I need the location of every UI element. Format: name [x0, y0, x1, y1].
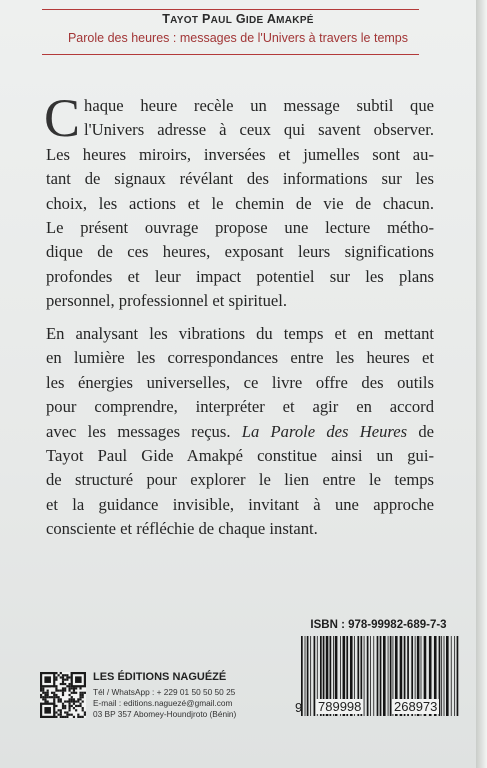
qr-module [60, 683, 62, 685]
qr-module [79, 705, 81, 707]
author-initial: P [202, 12, 211, 26]
barcode-bar [451, 636, 452, 716]
qr-module [64, 700, 66, 702]
author-initial: A [266, 12, 277, 26]
qr-module [62, 690, 64, 692]
qr-module [75, 692, 77, 694]
qr-module [55, 687, 57, 689]
text-line [46, 420, 434, 444]
text-line: tant de signaux révélant des informations sur les [46, 169, 434, 189]
qr-module [55, 676, 57, 678]
qr-module [68, 709, 70, 711]
qr-module [68, 685, 70, 687]
qr-module [66, 716, 68, 718]
text-fragment: avec les messages reçus. [46, 421, 231, 441]
qr-module [77, 705, 79, 707]
qr-module [44, 694, 46, 696]
qr-module [44, 698, 46, 700]
qr-finder [44, 676, 51, 683]
qr-module [73, 700, 75, 702]
qr-module [82, 694, 84, 696]
qr-module [58, 698, 60, 700]
qr-module [73, 690, 75, 692]
qr-module [66, 714, 68, 716]
qr-module [58, 709, 60, 711]
qr-module [42, 696, 44, 698]
barcode-bar [383, 636, 386, 716]
qr-module [62, 716, 64, 718]
qr-module [62, 683, 64, 685]
qr-module [77, 700, 79, 702]
qr-module [58, 696, 60, 698]
qr-module [49, 696, 51, 698]
text-line: les énergies universelles, ce livre offre des outils [46, 372, 434, 392]
qr-module [60, 700, 62, 702]
author-smallcaps: IDE [245, 15, 264, 26]
qr-module [40, 696, 42, 698]
qr-module [60, 709, 62, 711]
qr-module [47, 690, 49, 692]
qr-module [53, 692, 55, 694]
text-fragment: de [407, 421, 434, 441]
book-title-italic: La Parole des Heures [241, 421, 408, 441]
qr-module [71, 696, 73, 698]
barcode-bar [380, 636, 382, 716]
qr-module [71, 698, 73, 700]
qr-module [58, 690, 60, 692]
barcode-bar [454, 636, 455, 716]
text-line: dique de ces heures, exposant leurs significations [46, 242, 434, 262]
drop-cap: C [44, 88, 81, 148]
qr-module [73, 698, 75, 700]
qr-module [66, 711, 68, 713]
text-line: haque heure recèle un message subtil que [84, 96, 434, 115]
qr-module [73, 707, 75, 709]
qr-module [82, 692, 84, 694]
qr-module [40, 694, 42, 696]
qr-module [58, 674, 60, 676]
text-line: pour comprendre, interpréter et agir en accord [46, 397, 434, 417]
qr-module [51, 696, 53, 698]
qr-module [77, 716, 79, 718]
barcode-bar [441, 636, 442, 716]
qr-module [62, 681, 64, 683]
qr-module [60, 698, 62, 700]
barcode-bar [388, 636, 389, 716]
barcode-bar [444, 636, 445, 716]
qr-module [82, 707, 84, 709]
barcode-bar [457, 636, 459, 716]
qr-module [79, 687, 81, 689]
qr-module [53, 698, 55, 700]
paragraph-1 [44, 88, 434, 314]
qr-module [60, 714, 62, 716]
qr-module [55, 711, 57, 713]
qr-module [60, 716, 62, 718]
text-line: l'Univers adresse à ceux qui savent observer. [84, 120, 434, 140]
barcode-bar [446, 636, 449, 716]
qr-module [60, 672, 62, 674]
qr-module [55, 696, 57, 698]
qr-module [55, 716, 57, 718]
qr-module [71, 705, 73, 707]
qr-module [42, 692, 44, 694]
qr-module [73, 703, 75, 705]
qr-module [75, 687, 77, 689]
qr-module [79, 698, 81, 700]
qr-module [71, 687, 73, 689]
text-line: En analysant les vibrations du temps et en mettant [46, 324, 434, 343]
qr-module [79, 694, 81, 696]
qr-module [84, 692, 86, 694]
qr-module [77, 714, 79, 716]
qr-code-icon [40, 672, 86, 718]
qr-module [68, 698, 70, 700]
text-line: en lumière les correspondances entre les heures et [46, 348, 434, 368]
qr-module [62, 676, 64, 678]
barcode-bar [377, 636, 379, 716]
qr-module [79, 696, 81, 698]
author-initial: G [235, 12, 246, 26]
qr-module [51, 692, 53, 694]
qr-module [66, 679, 68, 681]
qr-module [77, 698, 79, 700]
author-smallcaps: AYOT [170, 15, 199, 26]
qr-module [68, 694, 70, 696]
qr-module [64, 711, 66, 713]
qr-module [68, 690, 70, 692]
barcode-digits-right: 268973 [394, 699, 438, 714]
text-line: consciente et réfléchie de chaque instant. [46, 519, 318, 539]
qr-module [40, 687, 42, 689]
qr-module [44, 696, 46, 698]
qr-module [62, 674, 64, 676]
qr-module [68, 700, 70, 702]
qr-module [55, 690, 57, 692]
qr-module [82, 716, 84, 718]
author-smallcaps: MAKPÉ [276, 15, 314, 26]
qr-module [68, 703, 70, 705]
qr-finder [44, 707, 51, 714]
text-line: choix, les actions et le chemin de vie de chacun. [46, 193, 434, 213]
text-line: Les heures miroirs, inversées et jumelles sont au- [46, 144, 434, 164]
text-line: Tayot Paul Gide Amakpé constitue ainsi un gui- [46, 446, 434, 466]
barcode-bar [305, 636, 306, 716]
qr-module [60, 676, 62, 678]
qr-module [84, 714, 86, 716]
qr-module [68, 707, 70, 709]
qr-module [55, 685, 57, 687]
qr-module [68, 676, 70, 678]
qr-module [58, 714, 60, 716]
book-subtitle: Parole des heures : messages de l'Univers à travers le temps [67, 31, 409, 45]
author-initial: T [162, 12, 171, 26]
qr-module [79, 716, 81, 718]
top-rule [42, 9, 419, 10]
qr-module [82, 696, 84, 698]
qr-module [62, 703, 64, 705]
qr-module [47, 692, 49, 694]
qr-module [53, 700, 55, 702]
author-smallcaps: AUL [210, 15, 233, 26]
qr-module [62, 705, 64, 707]
qr-module [64, 690, 66, 692]
barcode-bar [373, 636, 374, 716]
qr-module [64, 707, 66, 709]
qr-module [55, 672, 57, 674]
qr-module [44, 700, 46, 702]
qr-module [55, 679, 57, 681]
barcode-lead-digit: 9 [295, 700, 303, 715]
qr-module [66, 674, 68, 676]
paragraph-2 [46, 322, 434, 542]
barcode-digits-left: 789998 [318, 699, 362, 714]
qr-module [42, 690, 44, 692]
qr-module [75, 700, 77, 702]
qr-module [73, 716, 75, 718]
barcode-bar [314, 636, 316, 716]
qr-module [60, 690, 62, 692]
publisher-name: LES ÉDITIONS NAGUÉZÉ [93, 671, 227, 683]
barcode-bar [364, 636, 365, 716]
text-line: personnel, professionnel et spirituel. [46, 291, 288, 311]
qr-module [79, 692, 81, 694]
qr-module [71, 700, 73, 702]
publisher-email: E-mail : editions.naguezé@gmail.com [93, 698, 233, 708]
qr-module [53, 696, 55, 698]
qr-module [68, 714, 70, 716]
qr-module [42, 687, 44, 689]
author-name [0, 12, 476, 26]
qr-module [64, 716, 66, 718]
qr-module [66, 700, 68, 702]
qr-module [47, 694, 49, 696]
qr-module [82, 709, 84, 711]
qr-module [64, 705, 66, 707]
barcode-bar [370, 636, 371, 716]
qr-module [71, 714, 73, 716]
barcode-bar [307, 636, 309, 716]
qr-module [62, 707, 64, 709]
qr-module [40, 690, 42, 692]
qr-module [44, 692, 46, 694]
qr-module [68, 705, 70, 707]
qr-module [62, 692, 64, 694]
qr-module [64, 683, 66, 685]
isbn-label: ISBN : 978-99982-689-7-3 [310, 619, 447, 631]
barcode-bar [310, 636, 311, 716]
qr-module [75, 709, 77, 711]
qr-module [84, 711, 86, 713]
qr-module [68, 687, 70, 689]
qr-module [55, 705, 57, 707]
qr-module [62, 687, 64, 689]
barcode-bar [367, 636, 369, 716]
text-line: profondes et leur impact potentiel sur les plans [46, 266, 434, 286]
qr-module [73, 692, 75, 694]
qr-module [68, 683, 70, 685]
qr-module [73, 687, 75, 689]
qr-module [62, 679, 64, 681]
qr-module [79, 703, 81, 705]
qr-module [58, 700, 60, 702]
qr-module [62, 694, 64, 696]
qr-module [47, 700, 49, 702]
publisher-phone: Tél / WhatsApp : + 229 01 50 50 50 25 [93, 687, 236, 697]
publisher-address: 03 BP 357 Abomey-Houndjroto (Bénin) [93, 709, 237, 719]
qr-module [75, 705, 77, 707]
qr-module [53, 694, 55, 696]
qr-module [55, 694, 57, 696]
qr-finder [75, 676, 82, 683]
qr-module [66, 676, 68, 678]
qr-module [71, 692, 73, 694]
qr-module [64, 674, 66, 676]
bottom-rule [42, 54, 419, 55]
text-line: et la guidance invisible, invitant à une approche [46, 494, 434, 514]
qr-module [60, 711, 62, 713]
text-line: Le présent ouvrage propose une lecture métho- [46, 218, 434, 238]
qr-module [64, 687, 66, 689]
qr-module [66, 685, 68, 687]
qr-module [64, 679, 66, 681]
qr-module [47, 696, 49, 698]
page-edge [476, 0, 487, 768]
qr-module [42, 698, 44, 700]
text-line: de structuré pour explorer le lien entre le temps [46, 470, 434, 490]
qr-module [82, 700, 84, 702]
